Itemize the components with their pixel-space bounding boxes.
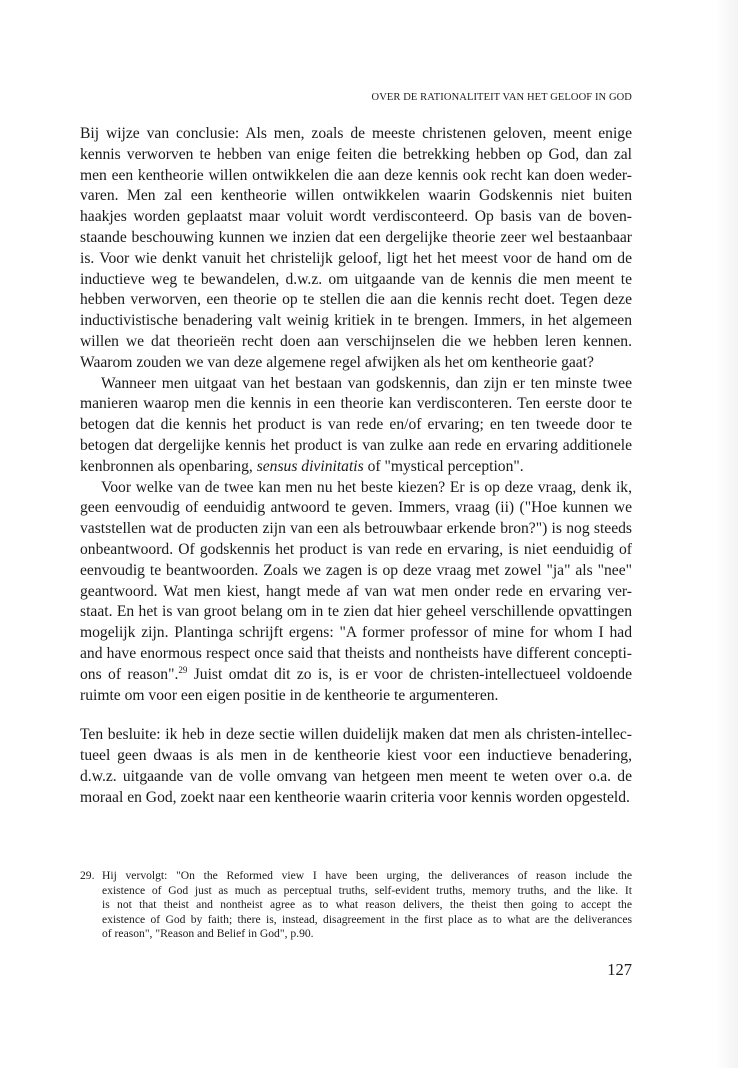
- text-line: mogelijk zijn. Plantinga schrijft ergens: "A former professor of mine for whom I had: [80, 624, 632, 642]
- text-line: and have enormous respect once said that theists and nontheists have different concepti-: [80, 644, 632, 662]
- text-line: hebben verworven, een theorie op te stellen die aan die kennis recht doet. Tegen deze: [80, 291, 632, 309]
- footnote-line: existence of God just as much as perceptual truths, self-evident truths, memory truths, and the like. It: [102, 883, 632, 897]
- text-segment: Juist omdat dit zo is, is er voor de christen-intellectueel voldoende: [187, 665, 632, 683]
- text-line: Bij wijze van conclusie: Als men, zoals de meeste christenen geloven, meent enige: [80, 125, 632, 142]
- text-line: vaststellen wat de producten zijn van een als betrouwbaar erkende bron?") is nog steeds: [80, 520, 632, 538]
- text-line: [80, 665, 632, 686]
- page-edge-shadow: [716, 0, 738, 1068]
- text-line: haakjes worden geplaatst maar voluit wordt verdisconteerd. Op basis van de boven-: [80, 208, 632, 226]
- paragraph-gap: [80, 706, 632, 725]
- text-line: Ten besluite: ik heb in deze sectie willen duidelijk maken dat men als christen-intellec-: [80, 726, 632, 744]
- paragraph: [80, 124, 632, 374]
- text-line: willen we dat theorieën recht doen aan verschijnselen die we hebben leren kennen.: [80, 332, 632, 350]
- text-line: onbeantwoord. Of godskennis het product is van rede en ervaring, is niet eenduidig of: [80, 540, 632, 558]
- text-line: varen. Men zal een kentheorie willen ontwikkelen waarin Godskennis niet buiten: [80, 187, 632, 205]
- footnote-line: of reason", "Reason and Belief in God", p.90.: [102, 927, 314, 941]
- text-line: d.w.z. uitgaande van de volle omvang van hetgeen men meent te weten over o.a. de: [80, 767, 632, 785]
- text-line: eenvoudig te beantwoorden. Zoals we zagen is op deze vraag met zowel "ja" als "nee": [80, 561, 632, 579]
- text-line: Wanneer men uitgaat van het bestaan van godskennis, dan zijn er ten minste twee: [101, 374, 632, 392]
- text-line: geen eenvoudig of eenduidig antwoord te geven. Immers, vraag (ii) ("Hoe kunnen we: [80, 499, 632, 517]
- paragraph: [80, 478, 632, 707]
- text-line: kennis verworven te hebben van enige feiten die betrekking hebben op God, dan zal: [80, 145, 632, 163]
- text-line: moraal en God, zoekt naar een kentheorie waarin criteria voor kennis worden opgesteld.: [80, 788, 630, 806]
- text-line: betogen dat dergelijke kennis het product is van zulke aan rede en ervaring additionele: [80, 436, 632, 454]
- text-segment: of "mystical perception".: [363, 457, 524, 475]
- running-header: OVER DE RATIONALITEIT VAN HET GELOOF IN GOD: [371, 92, 632, 103]
- text-segment: kenbronnen als openbaring,: [80, 457, 257, 475]
- text-line: inductieve weg te bewandelen, d.w.z. om uitgaande van de kennis die men meent te: [80, 270, 632, 288]
- body-text: [80, 124, 632, 809]
- text-line: tueel geen dwaas is als men in de kentheorie kiest voor een inductieve benadering,: [80, 747, 632, 765]
- paragraph: [80, 374, 632, 478]
- text-line: betogen dat die kennis het product is van rede en/of ervaring; en ten tweede door te: [80, 416, 632, 434]
- text-line: ruimte om voor een eigen positie in de kentheorie te argumenteren.: [80, 686, 499, 704]
- text-line: inductivistische benadering valt weinig kritiek in te brengen. Immers, in het algemeen: [80, 312, 632, 330]
- footnote-ref: 29: [178, 664, 188, 675]
- text-segment: ons of reason".: [80, 665, 179, 683]
- page-number: 127: [607, 960, 632, 979]
- footnote-number: 29.: [80, 869, 95, 882]
- footnote-line: is not that theist and nontheist agree as to what reason delivers, the theist then going to accept the: [102, 898, 632, 912]
- footnote-line: existence of God by faith; there is, instead, disagreement in the first place as to what are the deliverances: [102, 912, 632, 926]
- text-line: manieren waarop men die kennis in een theorie kan verdisconteren. Ten eerste door te: [80, 395, 632, 413]
- text-line: Voor welke van de twee kan men nu het beste kiezen? Er is op deze vraag, denk ik,: [101, 478, 632, 496]
- text-line: men een kentheorie willen ontwikkelen die aan deze kennis ook recht kan doen weder-: [80, 166, 632, 184]
- text-line: is. Voor wie denkt vanuit het christelijk geloof, ligt het het meest voor de hand om de: [80, 249, 632, 267]
- footnote: [80, 869, 632, 942]
- paragraph: [80, 725, 632, 808]
- text-line: staat. En het is van groot belang om in te zien dat hier geheel verschillende opvattingen: [80, 603, 632, 621]
- text-line: [80, 457, 632, 478]
- text-line: staande beschouwing kunnen we inzien dat een dergelijke theorie zeer wel bestaanbaar: [80, 228, 632, 246]
- text-line: Waarom zouden we van deze algemene regel afwijken als het om kentheorie gaat?: [80, 353, 594, 371]
- text-line: geantwoord. Wat men kiest, hangt mede af van wat men onder rede en ervaring ver-: [80, 582, 632, 600]
- italic-term: sensus divinitatis: [256, 457, 364, 475]
- footnote-line: Hij vervolgt: "On the Reformed view I have been urging, the deliverances of reason include the: [102, 869, 632, 882]
